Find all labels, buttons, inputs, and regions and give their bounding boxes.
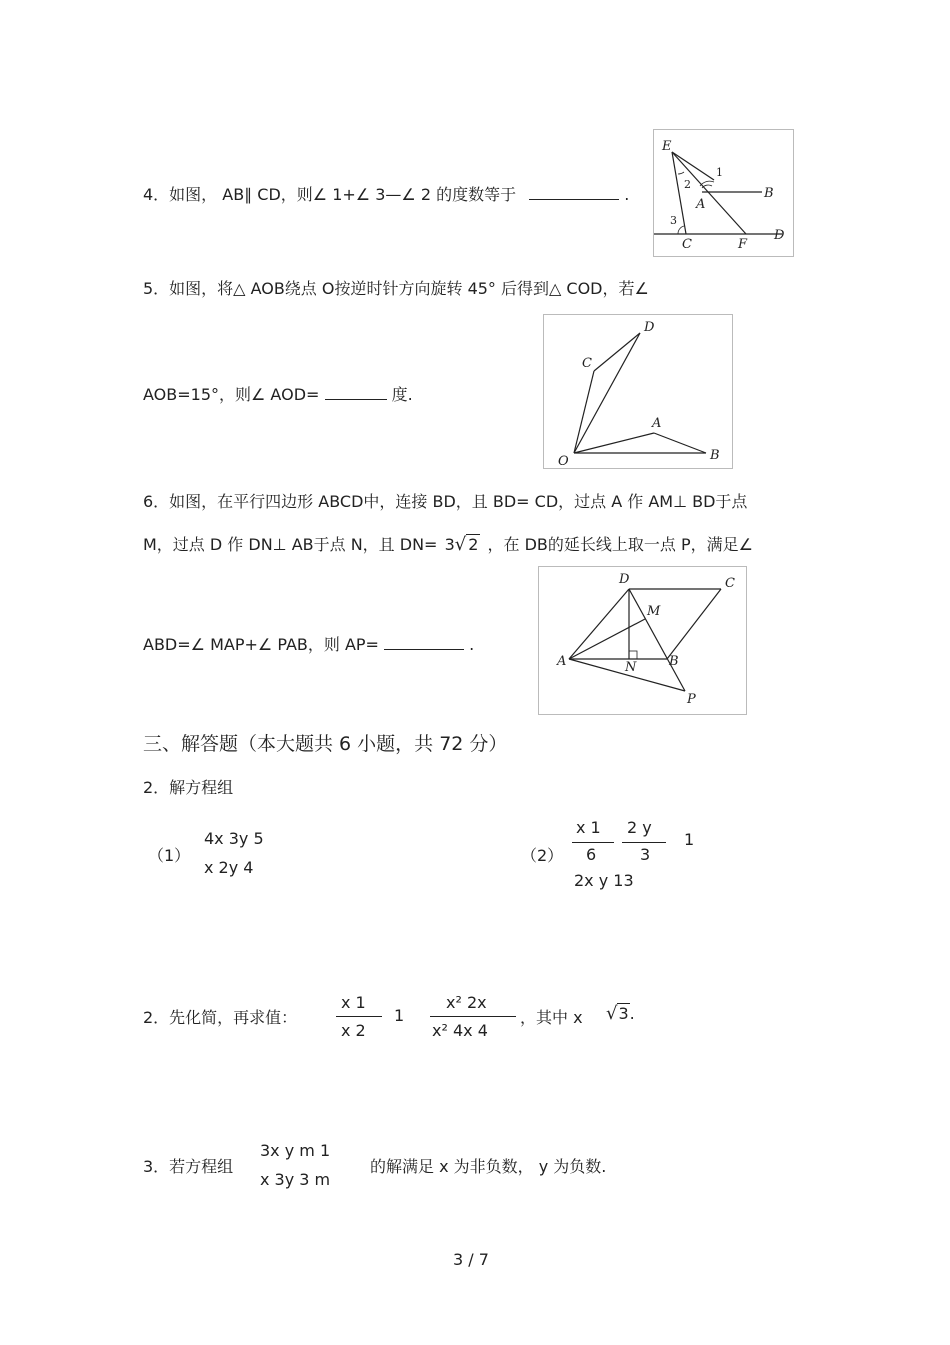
q5-figure <box>543 314 733 469</box>
p3-eq1: 3x y m 1 <box>260 1141 331 1160</box>
segment-ab <box>654 433 706 453</box>
p2b-den1: x 2 <box>341 1021 366 1040</box>
segment-bc <box>667 589 721 659</box>
segment-ad <box>569 589 629 659</box>
label-b: B <box>710 448 720 463</box>
p2b-one: 1 <box>394 1006 405 1025</box>
label-n: N <box>625 660 637 675</box>
q4-answer-blank <box>529 199 619 200</box>
p2b-root: √3. <box>606 1003 635 1024</box>
label-p: P <box>687 692 696 707</box>
p2a-sub1-label: （1） <box>148 846 191 865</box>
segment-oa <box>574 433 654 453</box>
p3-eq2: x 3y 3 m <box>260 1170 331 1189</box>
q5-line2: AOB=15°，则∠ AOD= 度. <box>143 385 413 404</box>
q6-answer-blank <box>384 649 464 650</box>
q4-text: 4．如图， AB∥ CD，则∠ 1+∠ 3—∠ 2 的度数等于 . <box>143 185 630 204</box>
q4-figure <box>653 129 794 257</box>
segment-oc <box>574 371 594 453</box>
segment-cd <box>594 333 640 371</box>
q6-line2: M，过点 D 作 DN⊥ AB于点 N，且 DN= 3√ 2 ，在 DB的延长线上取一点 P，满足∠ <box>143 534 753 555</box>
label-a: A <box>557 654 567 669</box>
q6-radical: 3√ 2 <box>444 534 479 555</box>
label-1: 1 <box>716 166 723 179</box>
p2a-sub2-eq2: 2x y 13 <box>574 871 634 890</box>
p2b-den2: x² 4x 4 <box>432 1021 488 1040</box>
right-angle-n <box>629 651 637 659</box>
p2b-num1: x 1 <box>341 993 366 1012</box>
label-c: C <box>725 576 735 591</box>
q6-diagram <box>539 567 746 714</box>
segment-od <box>574 333 640 453</box>
page-number: 3 / 7 <box>453 1250 489 1269</box>
label-b: B <box>764 186 774 201</box>
label-e: E <box>662 139 672 154</box>
angle-2-arc <box>678 172 684 174</box>
q4-diagram <box>654 130 793 256</box>
line-ef <box>672 152 746 234</box>
p2a-sub2-den1: 6 <box>586 845 597 864</box>
label-b: B <box>669 654 679 669</box>
label-2: 2 <box>684 178 691 191</box>
p2a-sub2-frac1-bar <box>572 842 614 843</box>
label-a: A <box>652 416 662 431</box>
p2b-frac2-bar <box>430 1016 516 1017</box>
p3-text: 的解满足 x 为非负数， y 为负数. <box>370 1157 607 1176</box>
p3-label: 3．若方程组 <box>143 1157 234 1176</box>
p2a-sub2-frac2-bar <box>622 842 666 843</box>
p2a-sub2-rhs: 1 <box>684 830 695 849</box>
q6-line3: ABD=∠ MAP+∠ PAB，则 AP= . <box>143 635 475 654</box>
p2a-sub2-num1: x 1 <box>576 818 601 837</box>
label-a: A <box>696 197 706 212</box>
p2a-sub2-den2: 3 <box>640 845 651 864</box>
p2a-sub1-eq2: x 2y 4 <box>204 858 254 877</box>
q6-line1: 6．如图，在平行四边形 ABCD中，连接 BD，且 BD= CD，过点 A 作 AM⊥ BD于点 <box>143 492 748 511</box>
q5-answer-blank <box>325 399 387 400</box>
label-d: D <box>619 572 630 587</box>
label-o: O <box>558 454 569 468</box>
section-3-title: 三、解答题（本大题共 6 小题，共 72 分） <box>143 733 508 755</box>
p2b-num2: x² 2x <box>446 993 487 1012</box>
label-d: D <box>774 228 785 243</box>
p2a-sub1-eq1: 4x 3y 5 <box>204 829 264 848</box>
label-3: 3 <box>670 214 677 227</box>
label-f: F <box>738 237 748 252</box>
label-m: M <box>647 604 661 619</box>
label-d: D <box>644 320 655 335</box>
p2b-frac1-bar <box>336 1016 382 1017</box>
angle-3-arc <box>678 226 684 234</box>
p2b-where: ，其中 x <box>520 1008 583 1027</box>
q5-line1: 5．如图，将△ AOB绕点 O按逆时针方向旋转 45° 后得到△ COD，若∠ <box>143 279 649 298</box>
p2a-label: 2．解方程组 <box>143 778 234 797</box>
p2a-sub2-num2: 2 y <box>627 818 652 837</box>
q6-figure <box>538 566 747 715</box>
segment-am <box>569 619 645 659</box>
p2a-sub2-label: （2） <box>521 846 564 865</box>
q5-diagram <box>544 315 732 468</box>
label-c: C <box>582 356 592 371</box>
p2b-label: 2．先化简，再求值： <box>143 1008 298 1027</box>
label-c: C <box>682 237 692 252</box>
